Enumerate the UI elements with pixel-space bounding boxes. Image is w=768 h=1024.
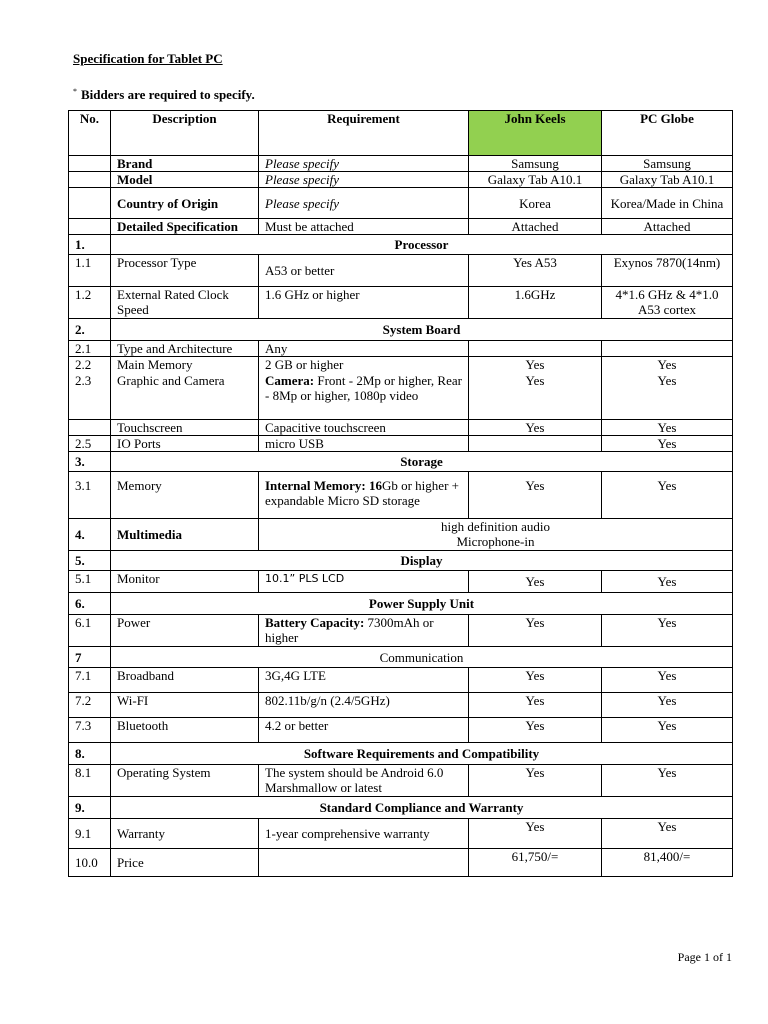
section-title: Standard Compliance and Warranty: [111, 797, 733, 819]
asterisk-mark: *: [73, 87, 77, 96]
row-description: Type and Architecture: [111, 341, 259, 357]
row-john-keels: Yes: [469, 420, 602, 436]
row-john-keels: Yes: [469, 819, 602, 849]
table-row: [69, 765, 733, 797]
row-requirement: Must be attached: [259, 219, 469, 235]
row-description: Processor Type: [111, 255, 259, 287]
row-pc-globe: Yes: [602, 571, 733, 593]
row-john-keels: Yes: [469, 472, 602, 519]
table-row: [69, 718, 733, 743]
table-row: [69, 373, 733, 420]
section-title: Software Requirements and Compatibility: [111, 743, 733, 765]
table-row: [69, 472, 733, 519]
row-description: Country of Origin: [111, 188, 259, 219]
row-john-keels: Yes: [469, 571, 602, 593]
row-no: 5.1: [69, 571, 111, 593]
row-john-keels: Yes: [469, 373, 602, 420]
row-description: Wi-FI: [111, 693, 259, 718]
bidder-note-text: Bidders are required to specify.: [81, 87, 255, 102]
requirement-bold: Internal Memory: 16: [265, 478, 382, 493]
section-number: 7: [69, 647, 111, 668]
header-description: Description: [111, 111, 259, 156]
row-requirement: Capacitive touchscreen: [259, 420, 469, 436]
row-requirement: 2 GB or higher: [259, 357, 469, 373]
row-pc-globe: 81,400/=: [602, 849, 733, 877]
table-row: [69, 341, 733, 357]
row-no: [69, 172, 111, 188]
document-title: Specification for Tablet PC: [73, 51, 223, 66]
row-description: Bluetooth: [111, 718, 259, 743]
section-row-power-supply: [69, 593, 733, 615]
row-no: 7.1: [69, 668, 111, 693]
row-pc-globe: Yes: [602, 420, 733, 436]
section-title: Communication: [111, 647, 733, 668]
row-pc-globe: Yes: [602, 472, 733, 519]
row-john-keels: 1.6GHz: [469, 287, 602, 319]
section-number: 5.: [69, 551, 111, 571]
row-requirement: Please specify: [259, 188, 469, 219]
section-number: 1.: [69, 235, 111, 255]
row-description: Monitor: [111, 571, 259, 593]
table-row: [69, 819, 733, 849]
row-no: 2.1: [69, 341, 111, 357]
header-vendor-john-keels: John Keels: [469, 111, 602, 156]
row-description: Graphic and Camera: [111, 373, 259, 420]
section-row-processor: [69, 235, 733, 255]
row-no: 9.1: [69, 819, 111, 849]
row-requirement: Please specify: [259, 156, 469, 172]
row-description: Model: [111, 172, 259, 188]
row-requirement: Please specify: [259, 172, 469, 188]
row-pc-globe: Yes: [602, 765, 733, 797]
section-row-storage: [69, 452, 733, 472]
section-title: Display: [111, 551, 733, 571]
section-number: 4.: [69, 519, 111, 551]
row-no: 7.2: [69, 693, 111, 718]
row-requirement: 802.11b/g/n (2.4/5GHz): [259, 693, 469, 718]
row-no: 3.1: [69, 472, 111, 519]
requirement-text: Gb or higher + expandable Micro SD storage: [265, 478, 459, 508]
row-pc-globe: Yes: [602, 693, 733, 718]
row-pc-globe: Yes: [602, 718, 733, 743]
row-description: Memory: [111, 472, 259, 519]
row-pc-globe: Yes: [602, 819, 733, 849]
row-requirement: 10.1” PLS LCD: [259, 571, 469, 593]
row-no: 1.2: [69, 287, 111, 319]
row-no: 7.3: [69, 718, 111, 743]
row-requirement: 4.2 or better: [259, 718, 469, 743]
header-row: [69, 111, 733, 156]
row-pc-globe: Yes: [602, 436, 733, 452]
row-description: Operating System: [111, 765, 259, 797]
row-requirement: [259, 849, 469, 877]
section-row-communication: [69, 647, 733, 668]
section-title: Power Supply Unit: [111, 593, 733, 615]
row-requirement: [259, 615, 469, 647]
section-title: System Board: [111, 319, 733, 341]
table-row: [69, 693, 733, 718]
row-pc-globe: Galaxy Tab A10.1: [602, 172, 733, 188]
row-john-keels: Yes: [469, 357, 602, 373]
requirement-bold: Camera:: [265, 372, 315, 388]
table-row: [69, 357, 733, 373]
row-pc-globe: 4*1.6 GHz & 4*1.0 A53 cortex: [602, 287, 733, 319]
row-description: Broadband: [111, 668, 259, 693]
row-no: 2.3: [69, 373, 111, 420]
multimedia-requirement: [259, 519, 733, 551]
row-description: IO Ports: [111, 436, 259, 452]
section-title: Storage: [111, 452, 733, 472]
table-row: [69, 849, 733, 877]
section-number: 9.: [69, 797, 111, 819]
row-pc-globe: Korea/Made in China: [602, 188, 733, 219]
row-requirement: [259, 373, 469, 420]
row-description: Main Memory: [111, 357, 259, 373]
header-requirement: Requirement: [259, 111, 469, 156]
row-pc-globe: Yes: [602, 668, 733, 693]
section-title: Multimedia: [111, 519, 259, 551]
row-description: Warranty: [111, 819, 259, 849]
row-no: 2.2: [69, 357, 111, 373]
bidder-note: [73, 87, 255, 103]
row-john-keels: Yes: [469, 668, 602, 693]
row-no: [69, 219, 111, 235]
row-description: Price: [111, 849, 259, 877]
row-pc-globe: Yes: [602, 373, 733, 420]
row-no: 2.5: [69, 436, 111, 452]
row-john-keels: Yes: [469, 765, 602, 797]
table-row: [69, 172, 733, 188]
row-john-keels: Yes: [469, 693, 602, 718]
table-row: [69, 420, 733, 436]
row-john-keels: Samsung: [469, 156, 602, 172]
table-row: [69, 219, 733, 235]
requirement-text: 7300mAh or higher: [265, 615, 434, 645]
table-row: [69, 156, 733, 172]
row-john-keels: 61,750/=: [469, 849, 602, 877]
row-pc-globe: Yes: [602, 357, 733, 373]
requirement-bold: Battery Capacity:: [265, 615, 365, 630]
row-description: Touchscreen: [111, 420, 259, 436]
multimedia-line-1: high definition audio: [440, 519, 551, 534]
page-number: Page 1 of 1: [677, 950, 732, 964]
table-row: [69, 287, 733, 319]
section-number: 2.: [69, 319, 111, 341]
multimedia-line-2: Microphone-in: [456, 534, 535, 549]
table-row: [69, 436, 733, 452]
row-description: Brand: [111, 156, 259, 172]
row-requirement: micro USB: [259, 436, 469, 452]
table-row: [69, 571, 733, 593]
row-pc-globe: [602, 341, 733, 357]
section-row-warranty: [69, 797, 733, 819]
row-requirement: The system should be Android 6.0 Marshmallow or latest: [259, 765, 469, 797]
row-pc-globe: Yes: [602, 615, 733, 647]
row-pc-globe: Attached: [602, 219, 733, 235]
row-requirement: 1.6 GHz or higher: [259, 287, 469, 319]
row-requirement: 3G,4G LTE: [259, 668, 469, 693]
section-row-multimedia: [69, 519, 733, 551]
section-number: 8.: [69, 743, 111, 765]
header-vendor-pc-globe: PC Globe: [602, 111, 733, 156]
table-row: [69, 668, 733, 693]
row-pc-globe: Exynos 7870(14nm): [602, 255, 733, 287]
row-john-keels: Galaxy Tab A10.1: [469, 172, 602, 188]
row-no: 10.0: [69, 849, 111, 877]
row-no: [69, 420, 111, 436]
row-description: External Rated Clock Speed: [111, 287, 259, 319]
row-john-keels: Yes: [469, 718, 602, 743]
row-requirement: Any: [259, 341, 469, 357]
requirement-text: Front - 2Mp or higher, Rear - 8Mp or higher, 1080p video: [265, 372, 462, 403]
section-row-software: [69, 743, 733, 765]
section-number: 3.: [69, 452, 111, 472]
row-john-keels: Yes A53: [469, 255, 602, 287]
row-john-keels: [469, 436, 602, 452]
specification-table: [68, 110, 733, 877]
row-requirement: [259, 472, 469, 519]
row-john-keels: [469, 341, 602, 357]
header-no: No.: [69, 111, 111, 156]
row-requirement: 1-year comprehensive warranty: [259, 819, 469, 849]
row-description: Detailed Specification: [111, 219, 259, 235]
row-john-keels: Attached: [469, 219, 602, 235]
row-no: [69, 156, 111, 172]
section-row-display: [69, 551, 733, 571]
table-row: [69, 255, 733, 287]
row-requirement: A53 or better: [259, 255, 469, 287]
row-no: [69, 188, 111, 219]
row-no: 1.1: [69, 255, 111, 287]
row-john-keels: Yes: [469, 615, 602, 647]
row-description: Power: [111, 615, 259, 647]
section-number: 6.: [69, 593, 111, 615]
row-no: 6.1: [69, 615, 111, 647]
row-no: 8.1: [69, 765, 111, 797]
section-row-system-board: [69, 319, 733, 341]
table-row: [69, 188, 733, 219]
row-pc-globe: Samsung: [602, 156, 733, 172]
section-title: Processor: [111, 235, 733, 255]
row-john-keels: Korea: [469, 188, 602, 219]
table-row: [69, 615, 733, 647]
